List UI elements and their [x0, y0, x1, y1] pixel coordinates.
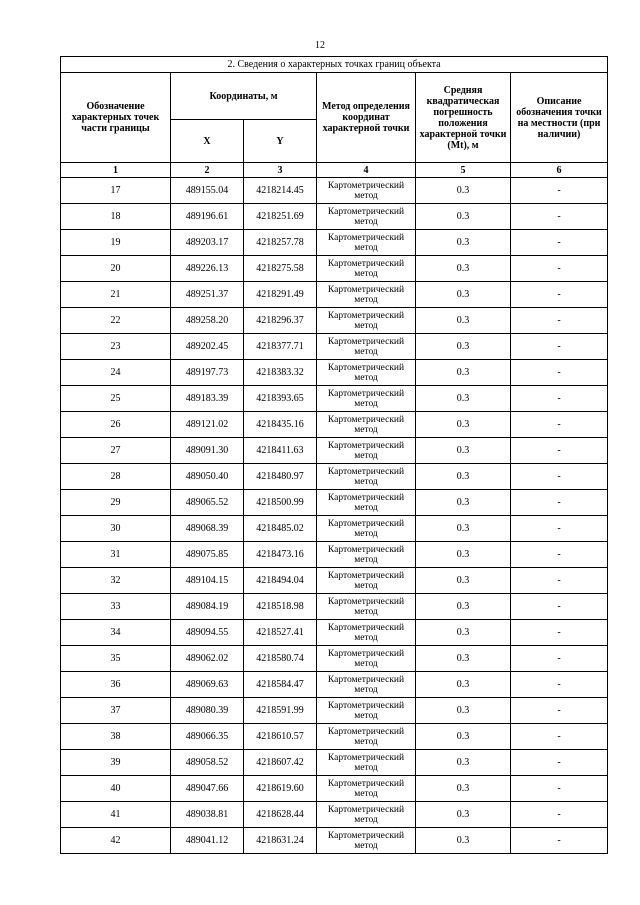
column-number: 6 [511, 163, 608, 178]
description-cell: - [511, 360, 608, 386]
table-row [61, 360, 608, 386]
description-cell: - [511, 568, 608, 594]
table-row [61, 386, 608, 412]
header-method: Метод определения координат характерной точки [317, 73, 416, 163]
point-number: 25 [61, 386, 171, 412]
table-row [61, 178, 608, 204]
method-cell: Картометрический метод [317, 698, 416, 724]
accuracy-cell: 0.3 [416, 438, 511, 464]
coordinate-y: 4218591.99 [244, 698, 317, 724]
point-number: 24 [61, 360, 171, 386]
accuracy-cell: 0.3 [416, 568, 511, 594]
accuracy-cell: 0.3 [416, 490, 511, 516]
point-number: 30 [61, 516, 171, 542]
table-row [61, 542, 608, 568]
table-row [61, 256, 608, 282]
description-cell: - [511, 412, 608, 438]
method-cell: Картометрический метод [317, 490, 416, 516]
description-cell: - [511, 230, 608, 256]
coordinate-x: 489080.39 [171, 698, 244, 724]
table-row [61, 282, 608, 308]
header-coordinates: Координаты, м [171, 73, 317, 120]
method-cell: Картометрический метод [317, 334, 416, 360]
coordinate-y: 4218480.97 [244, 464, 317, 490]
description-cell: - [511, 698, 608, 724]
method-cell: Картометрический метод [317, 308, 416, 334]
table-row [61, 438, 608, 464]
point-number: 19 [61, 230, 171, 256]
accuracy-cell: 0.3 [416, 386, 511, 412]
method-cell: Картометрический метод [317, 828, 416, 854]
description-cell: - [511, 594, 608, 620]
accuracy-cell: 0.3 [416, 282, 511, 308]
table-row [61, 204, 608, 230]
description-cell: - [511, 490, 608, 516]
description-cell: - [511, 802, 608, 828]
coordinate-y: 4218500.99 [244, 490, 317, 516]
accuracy-cell: 0.3 [416, 464, 511, 490]
accuracy-cell: 0.3 [416, 360, 511, 386]
coordinate-x: 489069.63 [171, 672, 244, 698]
table-row [61, 828, 608, 854]
method-cell: Картометрический метод [317, 672, 416, 698]
method-cell: Картометрический метод [317, 568, 416, 594]
description-cell: - [511, 620, 608, 646]
point-number: 39 [61, 750, 171, 776]
method-cell: Картометрический метод [317, 724, 416, 750]
table-row [61, 464, 608, 490]
accuracy-cell: 0.3 [416, 256, 511, 282]
table-title: 2. Сведения о характерных точках границ объекта [61, 57, 608, 73]
table-row [61, 490, 608, 516]
coordinate-x: 489121.02 [171, 412, 244, 438]
header-x: X [171, 120, 244, 163]
coordinate-x: 489197.73 [171, 360, 244, 386]
coordinate-x: 489066.35 [171, 724, 244, 750]
column-number: 1 [61, 163, 171, 178]
point-number: 31 [61, 542, 171, 568]
point-number: 27 [61, 438, 171, 464]
header-point: Обозначение характерных точек части границы [61, 73, 171, 163]
description-cell: - [511, 516, 608, 542]
coordinate-y: 4218393.65 [244, 386, 317, 412]
method-cell: Картометрический метод [317, 438, 416, 464]
description-cell: - [511, 750, 608, 776]
coordinate-x: 489068.39 [171, 516, 244, 542]
point-number: 20 [61, 256, 171, 282]
table-row [61, 750, 608, 776]
description-cell: - [511, 724, 608, 750]
accuracy-cell: 0.3 [416, 594, 511, 620]
description-cell: - [511, 386, 608, 412]
description-cell: - [511, 204, 608, 230]
coordinate-y: 4218584.47 [244, 672, 317, 698]
coordinate-y: 4218473.16 [244, 542, 317, 568]
table-row [61, 308, 608, 334]
coordinate-x: 489196.61 [171, 204, 244, 230]
description-cell: - [511, 646, 608, 672]
point-number: 21 [61, 282, 171, 308]
point-number: 36 [61, 672, 171, 698]
coordinate-y: 4218527.41 [244, 620, 317, 646]
coordinate-x: 489065.52 [171, 490, 244, 516]
accuracy-cell: 0.3 [416, 646, 511, 672]
table-row [61, 620, 608, 646]
coordinate-y: 4218257.78 [244, 230, 317, 256]
point-number: 42 [61, 828, 171, 854]
coordinate-x: 489050.40 [171, 464, 244, 490]
coordinate-y: 4218631.24 [244, 828, 317, 854]
coordinate-y: 4218291.49 [244, 282, 317, 308]
point-number: 40 [61, 776, 171, 802]
accuracy-cell: 0.3 [416, 542, 511, 568]
method-cell: Картометрический метод [317, 594, 416, 620]
table-row [61, 698, 608, 724]
point-number: 22 [61, 308, 171, 334]
description-cell: - [511, 776, 608, 802]
coordinate-y: 4218607.42 [244, 750, 317, 776]
accuracy-cell: 0.3 [416, 672, 511, 698]
coordinate-x: 489038.81 [171, 802, 244, 828]
table-row [61, 568, 608, 594]
coordinate-x: 489155.04 [171, 178, 244, 204]
coordinate-x: 489226.13 [171, 256, 244, 282]
method-cell: Картометрический метод [317, 230, 416, 256]
coordinate-x: 489047.66 [171, 776, 244, 802]
method-cell: Картометрический метод [317, 178, 416, 204]
method-cell: Картометрический метод [317, 516, 416, 542]
column-number: 5 [416, 163, 511, 178]
coordinate-x: 489104.15 [171, 568, 244, 594]
method-cell: Картометрический метод [317, 360, 416, 386]
accuracy-cell: 0.3 [416, 412, 511, 438]
description-cell: - [511, 308, 608, 334]
accuracy-cell: 0.3 [416, 724, 511, 750]
coordinate-y: 4218610.57 [244, 724, 317, 750]
point-number: 38 [61, 724, 171, 750]
point-number: 23 [61, 334, 171, 360]
coordinate-y: 4218518.98 [244, 594, 317, 620]
description-cell: - [511, 438, 608, 464]
coordinate-y: 4218383.32 [244, 360, 317, 386]
table-row [61, 672, 608, 698]
coordinate-y: 4218628.44 [244, 802, 317, 828]
description-cell: - [511, 256, 608, 282]
accuracy-cell: 0.3 [416, 750, 511, 776]
description-cell: - [511, 828, 608, 854]
coordinate-y: 4218619.60 [244, 776, 317, 802]
point-number: 26 [61, 412, 171, 438]
point-number: 37 [61, 698, 171, 724]
coordinate-y: 4218377.71 [244, 334, 317, 360]
point-number: 33 [61, 594, 171, 620]
method-cell: Картометрический метод [317, 256, 416, 282]
accuracy-cell: 0.3 [416, 516, 511, 542]
point-number: 29 [61, 490, 171, 516]
method-cell: Картометрический метод [317, 542, 416, 568]
coordinate-x: 489251.37 [171, 282, 244, 308]
coordinate-y: 4218485.02 [244, 516, 317, 542]
accuracy-cell: 0.3 [416, 620, 511, 646]
accuracy-cell: 0.3 [416, 776, 511, 802]
header-accuracy: Средняя квадратическая погрешность положения характерной точки (Mt), м [416, 73, 511, 163]
description-cell: - [511, 464, 608, 490]
boundary-points-table [60, 56, 608, 854]
coordinate-x: 489203.17 [171, 230, 244, 256]
accuracy-cell: 0.3 [416, 230, 511, 256]
description-cell: - [511, 282, 608, 308]
table-body [61, 178, 608, 854]
table-row [61, 724, 608, 750]
coordinate-x: 489183.39 [171, 386, 244, 412]
method-cell: Картометрический метод [317, 750, 416, 776]
coordinate-y: 4218214.45 [244, 178, 317, 204]
table-row [61, 334, 608, 360]
description-cell: - [511, 542, 608, 568]
table-row [61, 646, 608, 672]
coordinate-x: 489258.20 [171, 308, 244, 334]
method-cell: Картометрический метод [317, 646, 416, 672]
description-cell: - [511, 178, 608, 204]
method-cell: Картометрический метод [317, 620, 416, 646]
point-number: 28 [61, 464, 171, 490]
coordinate-y: 4218275.58 [244, 256, 317, 282]
coordinate-y: 4218251.69 [244, 204, 317, 230]
coordinate-x: 489062.02 [171, 646, 244, 672]
point-number: 34 [61, 620, 171, 646]
coordinate-x: 489091.30 [171, 438, 244, 464]
column-number: 4 [317, 163, 416, 178]
coordinate-x: 489041.12 [171, 828, 244, 854]
method-cell: Картометрический метод [317, 776, 416, 802]
coordinate-x: 489202.45 [171, 334, 244, 360]
accuracy-cell: 0.3 [416, 308, 511, 334]
coordinate-y: 4218296.37 [244, 308, 317, 334]
coordinate-x: 489075.85 [171, 542, 244, 568]
header-y: Y [244, 120, 317, 163]
coordinate-y: 4218411.63 [244, 438, 317, 464]
accuracy-cell: 0.3 [416, 698, 511, 724]
table-row [61, 516, 608, 542]
accuracy-cell: 0.3 [416, 334, 511, 360]
header-description: Описание обозначения точки на местности (при наличии) [511, 73, 608, 163]
point-number: 32 [61, 568, 171, 594]
page-number: 12 [315, 40, 325, 51]
table-row [61, 802, 608, 828]
point-number: 41 [61, 802, 171, 828]
table-row [61, 230, 608, 256]
method-cell: Картометрический метод [317, 282, 416, 308]
point-number: 17 [61, 178, 171, 204]
coordinate-y: 4218580.74 [244, 646, 317, 672]
column-number: 2 [171, 163, 244, 178]
method-cell: Картометрический метод [317, 412, 416, 438]
column-number: 3 [244, 163, 317, 178]
description-cell: - [511, 672, 608, 698]
method-cell: Картометрический метод [317, 802, 416, 828]
coordinate-x: 489084.19 [171, 594, 244, 620]
column-numbers-row [61, 163, 608, 178]
method-cell: Картометрический метод [317, 386, 416, 412]
point-number: 18 [61, 204, 171, 230]
accuracy-cell: 0.3 [416, 802, 511, 828]
method-cell: Картометрический метод [317, 464, 416, 490]
table-row [61, 594, 608, 620]
coordinate-x: 489058.52 [171, 750, 244, 776]
accuracy-cell: 0.3 [416, 204, 511, 230]
description-cell: - [511, 334, 608, 360]
accuracy-cell: 0.3 [416, 828, 511, 854]
point-number: 35 [61, 646, 171, 672]
table-row [61, 776, 608, 802]
method-cell: Картометрический метод [317, 204, 416, 230]
coordinate-y: 4218435.16 [244, 412, 317, 438]
coordinate-y: 4218494.04 [244, 568, 317, 594]
coordinate-x: 489094.55 [171, 620, 244, 646]
accuracy-cell: 0.3 [416, 178, 511, 204]
table-row [61, 412, 608, 438]
